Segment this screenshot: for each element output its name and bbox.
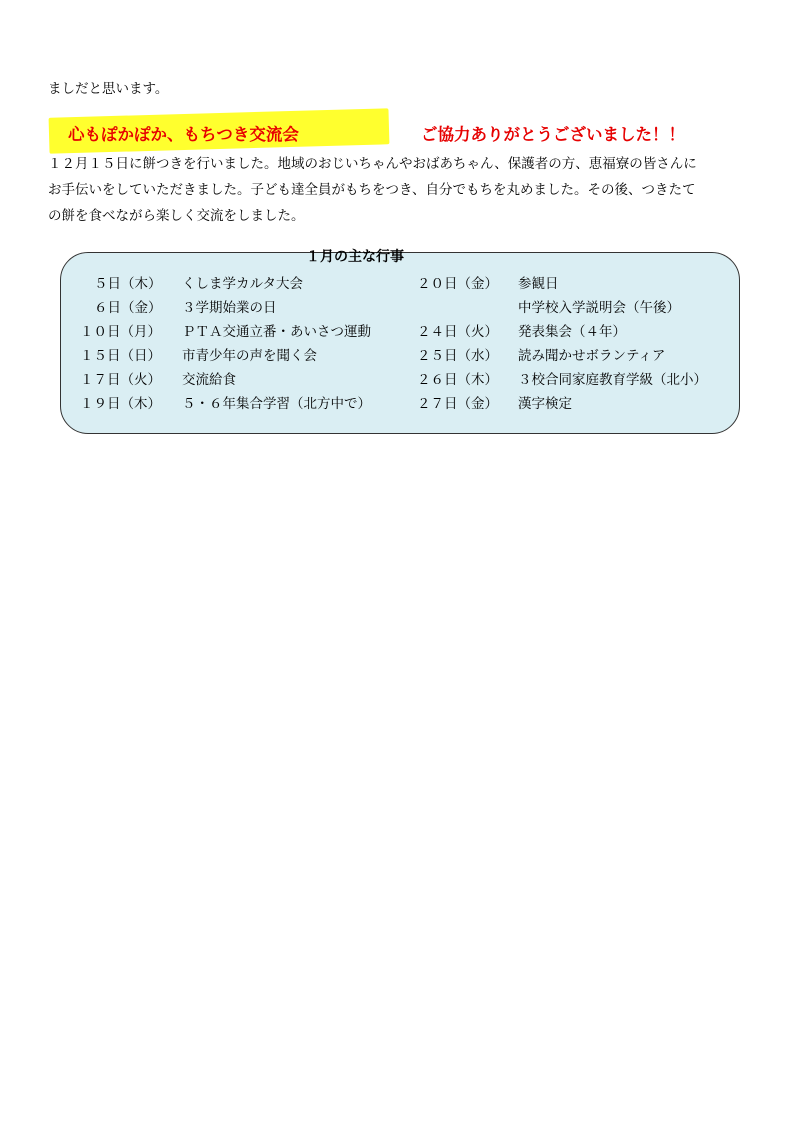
event-name: 読み聞かせボランティア	[518, 348, 666, 364]
event-name: ３校合同家庭教育学級（北小）	[518, 372, 707, 388]
event-date: ２０日（金）	[417, 276, 498, 292]
event-name: ３学期始業の日	[182, 300, 277, 316]
event-name: 市青少年の声を聞く会	[182, 348, 317, 364]
event-date: ６日（金）	[94, 300, 162, 316]
body-line: １２月１５日に餅つきを行いました。地域のおじいちゃんやおばあちゃん、保護者の方、恵福寮の皆さんに	[48, 156, 697, 172]
body-line: の餅を食べながら楽しく交流をしました。	[48, 208, 305, 224]
event-date: ２６日（木）	[417, 372, 498, 388]
event-date: １７日（火）	[80, 372, 161, 388]
event-name: ＰＴＡ交通立番・あいさつ運動	[182, 324, 371, 340]
event-date: ２４日（火）	[417, 324, 498, 340]
event-name: くしま学カルタ大会	[182, 276, 303, 292]
event-name: 発表集会（４年）	[518, 324, 626, 340]
event-date: １５日（日）	[80, 348, 161, 364]
event-name: 交流給食	[182, 372, 236, 388]
event-date: ５日（木）	[94, 276, 162, 292]
events-title: １月の主な行事	[306, 249, 404, 265]
event-name: ５・６年集合学習（北方中で）	[182, 396, 371, 412]
event-name: 漢字検定	[518, 396, 572, 412]
event-name: 参観日	[518, 276, 559, 292]
section-thanks: ご協力ありがとうございました！！	[421, 125, 685, 144]
event-date: ２７日（金）	[417, 396, 498, 412]
event-date: １９日（木）	[80, 396, 161, 412]
intro-line: ましだと思います。	[48, 81, 169, 97]
section-body	[48, 151, 748, 229]
body-line: お手伝いをしていただきました。子ども達全員がもちをつき、自分でもちを丸めました。その後、つきたて	[48, 182, 696, 198]
event-date: １０日（月）	[80, 324, 161, 340]
section-heading: 心もぽかぽか、もちつき交流会	[68, 125, 299, 144]
event-date: ２５日（水）	[417, 348, 498, 364]
events-box	[60, 252, 740, 434]
event-name: 中学校入学説明会（午後）	[518, 300, 680, 316]
